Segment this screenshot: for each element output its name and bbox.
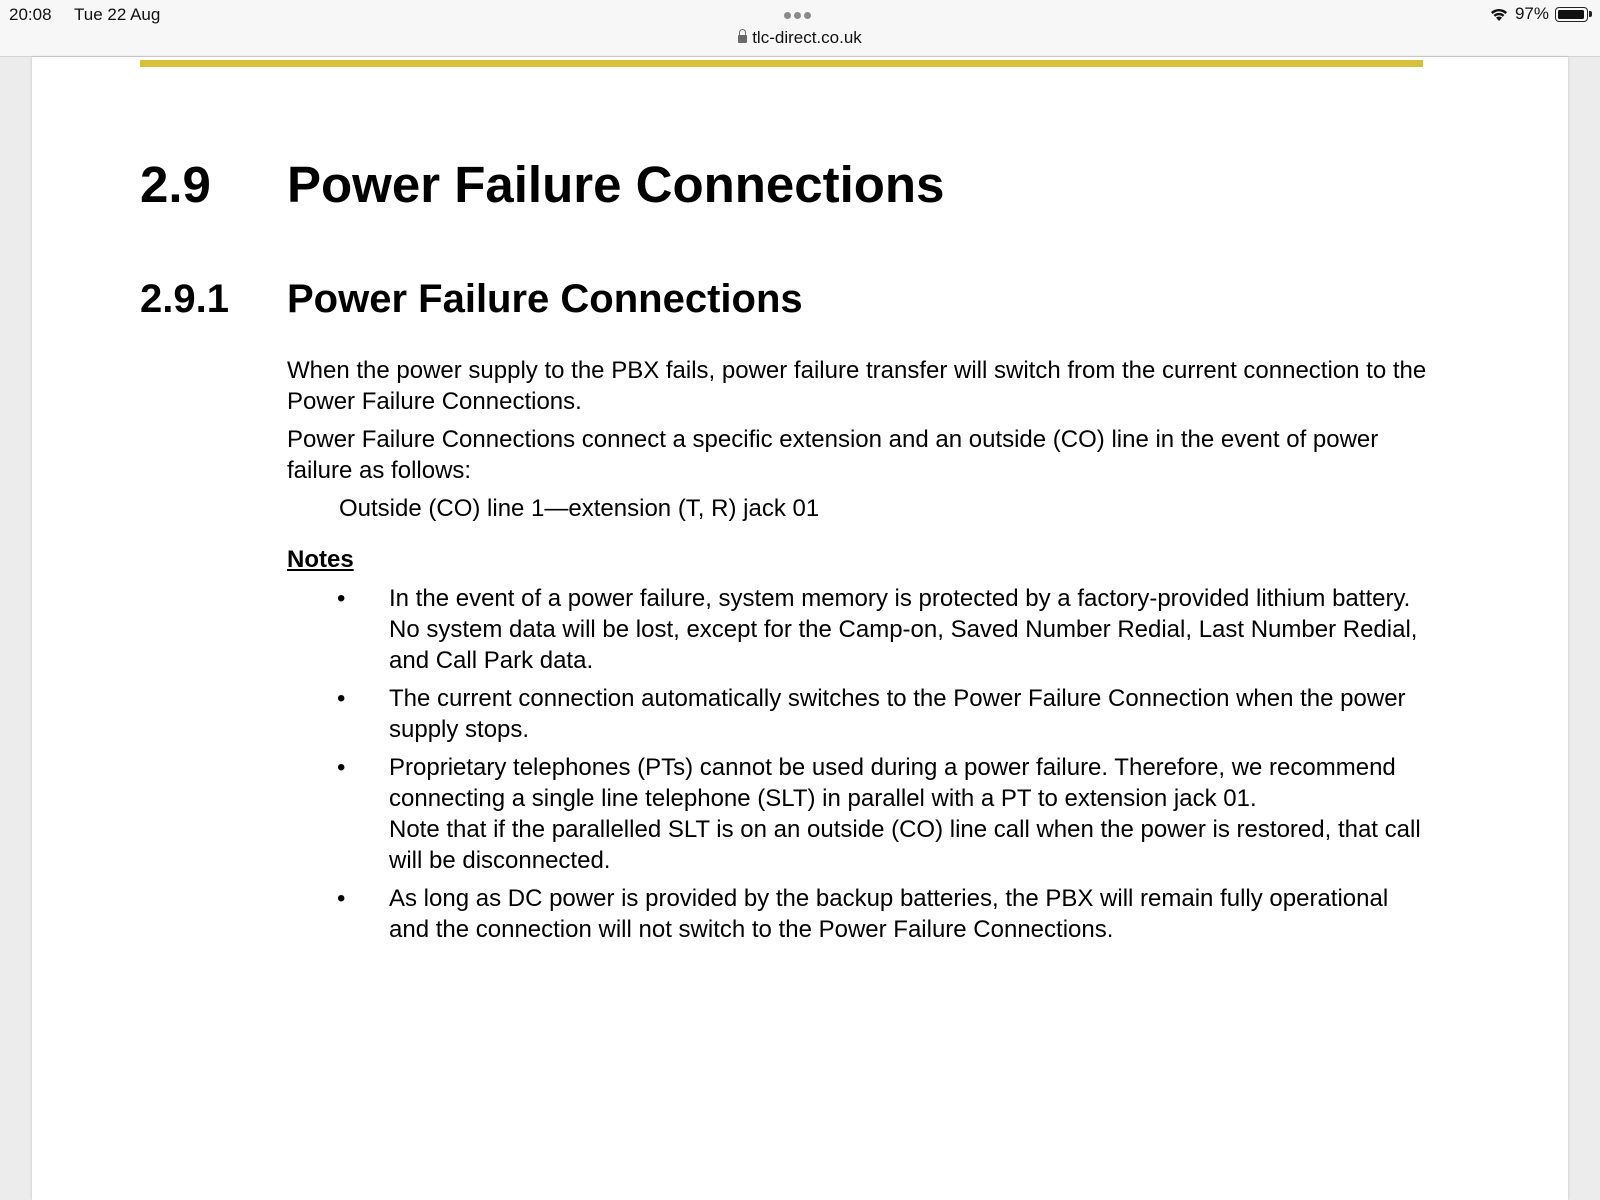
section-number: 2.9 (140, 156, 211, 213)
status-time: 20:08 (9, 5, 52, 24)
bullet: • (337, 585, 346, 612)
status-right (1489, 4, 1588, 24)
address-bar[interactable] (0, 28, 1600, 48)
status-date: Tue 22 Aug (74, 5, 161, 24)
paragraph: When the power supply to the PBX fails, power failure transfer will switch from the current connection to the Power Failure Connections. (287, 357, 1427, 415)
note-item (287, 683, 1427, 745)
notes-title: Notes (287, 546, 354, 573)
note-item (287, 583, 1427, 676)
note-text: As long as DC power is provided by the backup batteries, the PBX will remain fully operational and the connection will not switch to the Power Failure Connections. (389, 885, 1389, 943)
note-item (287, 883, 1427, 945)
battery-icon (1555, 7, 1588, 22)
note-subtext: Note that if the parallelled SLT is on an outside (CO) line call when the power is restored, that call will be disconnected. (389, 816, 1421, 874)
notes-list (287, 583, 1427, 945)
header-accent-bar (140, 60, 1423, 67)
bullet: • (337, 685, 346, 712)
wifi-icon (1489, 6, 1509, 22)
note-item (287, 752, 1427, 876)
lock-icon (738, 35, 747, 43)
battery-percent: 97% (1514, 4, 1549, 23)
note-text: Proprietary telephones (PTs) cannot be used during a power failure. Therefore, we recommend connecting a single line telephone (SLT) in parallel with a PT to extension jack 01. (389, 754, 1396, 812)
paragraph: Power Failure Connections connect a specific extension and an outside (CO) line in the event of power failure as follows: (287, 426, 1379, 484)
note-text: The current connection automatically switches to the Power Failure Connection when the power supply stops. (389, 685, 1406, 743)
subsection-title: Power Failure Connections (287, 277, 803, 321)
subsection-number: 2.9.1 (140, 277, 229, 321)
document-body (287, 355, 1427, 952)
document-page (32, 57, 1568, 1200)
note-text: In the event of a power failure, system memory is protected by a factory-provided lithium battery. No system data will be lost, except for the Camp-on, Saved Number Redial, Last Number Redial, and Call Park data. (389, 585, 1418, 674)
more-dots-icon[interactable] (784, 6, 814, 22)
connection-line: Outside (CO) line 1—extension (T, R) jack 01 (339, 495, 820, 522)
bullet: • (337, 754, 346, 781)
browser-top-bar (0, 0, 1600, 57)
bullet: • (337, 885, 346, 912)
section-title: Power Failure Connections (287, 156, 945, 213)
url-text: tlc-direct.co.uk (752, 28, 862, 47)
